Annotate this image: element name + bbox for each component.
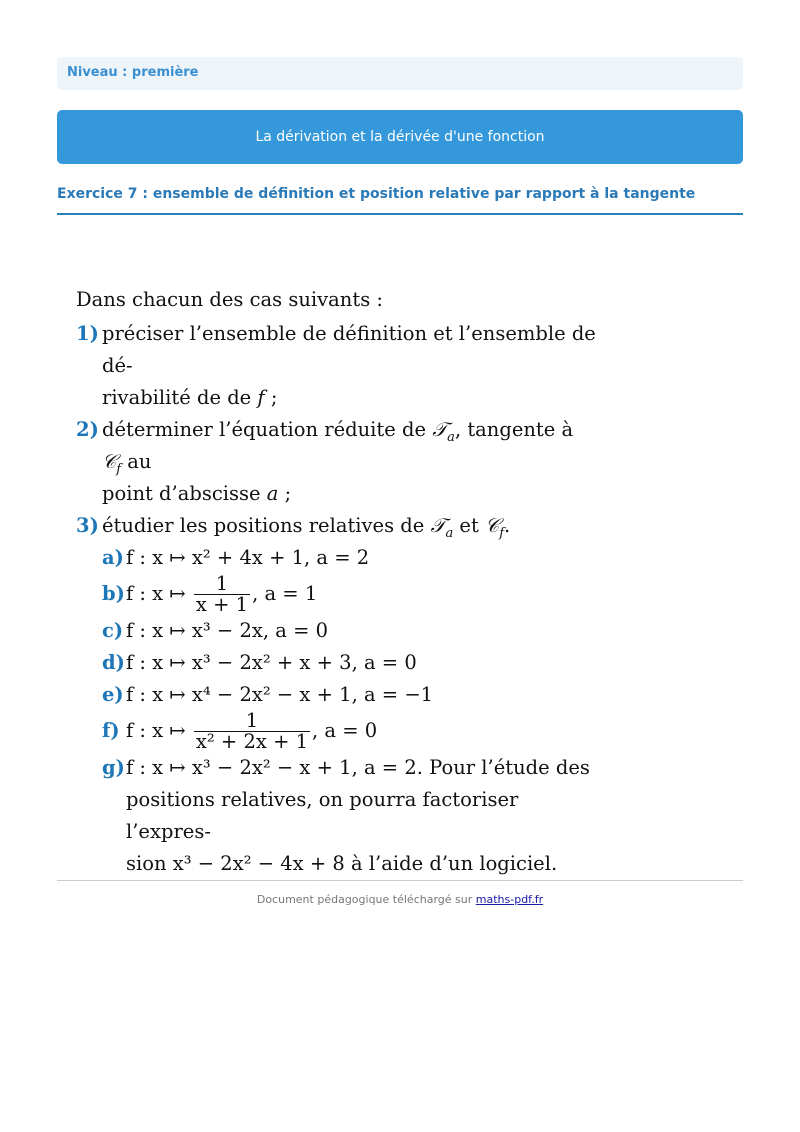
case-expression-prefix: f : x ↦ [126, 719, 186, 742]
question-text: point d’abscisse [102, 482, 261, 505]
question-number: 2) [76, 418, 99, 441]
case-label: e) [102, 683, 124, 706]
case-list [76, 542, 596, 880]
case-item [102, 574, 596, 615]
exercise-body [76, 284, 596, 880]
fraction-numerator: 1 [245, 709, 259, 732]
case-item [102, 647, 596, 679]
level-label: Niveau : première [57, 57, 743, 90]
case-item [102, 679, 596, 711]
question-number: 1) [76, 322, 99, 345]
case-label: g) [102, 756, 125, 779]
case-label: c) [102, 619, 124, 642]
question-text: préciser l’ensemble de définition et l’ensemble de dé- [102, 322, 596, 377]
case-expression: sion x³ − 2x² − 4x + 8 à l’aide d’un logiciel. [126, 852, 558, 875]
case-expression: f : x ↦ x⁴ − 2x² − x + 1, a = −1 [126, 683, 434, 706]
case-expression-suffix: , a = 0 [312, 719, 378, 742]
question-text: rivabilité de de [102, 386, 252, 409]
case-label: a) [102, 546, 124, 569]
fraction [194, 574, 250, 615]
case-item [102, 542, 596, 574]
fraction-denominator: x² + 2x + 1 [195, 730, 309, 753]
question-text: étudier les positions relatives de [102, 514, 425, 537]
case-expression: f : x ↦ x³ − 2x² − x + 1, a = 2. Pour l’étude des [126, 756, 590, 779]
question-text: déterminer l’équation réduite de [102, 418, 427, 441]
exercise-intro: Dans chacun des cas suivants : [76, 288, 383, 311]
fraction-numerator: 1 [215, 572, 229, 595]
fraction-denominator: x + 1 [195, 593, 249, 616]
footer-link[interactable]: maths-pdf.fr [475, 893, 544, 906]
page-title-banner [57, 110, 743, 164]
case-expression: f : x ↦ x² + 4x + 1, a = 2 [126, 546, 370, 569]
fraction [194, 711, 310, 752]
case-label: b) [102, 582, 125, 605]
case-label: d) [102, 651, 125, 674]
footer [57, 893, 743, 906]
footer-divider [57, 880, 743, 881]
case-expression-prefix: f : x ↦ [126, 582, 186, 605]
case-item [102, 711, 596, 752]
case-item [102, 615, 596, 647]
case-expression: f : x ↦ x³ − 2x² + x + 3, a = 0 [126, 651, 417, 674]
exercise-heading: Exercice 7 : ensemble de définition et position relative par rapport à la tangente [57, 186, 743, 215]
case-item [102, 752, 596, 880]
case-expression: f : x ↦ x³ − 2x, a = 0 [126, 619, 329, 642]
question-number: 3) [76, 514, 99, 537]
case-expression: positions relatives, on pourra factoriser l’expres- [126, 788, 519, 843]
question-2: 2) déterminer l’équation réduite de 𝒯$_a$, tangente à 𝒞$_f$ au point d’abscisse a ; [76, 414, 596, 510]
case-expression-suffix: , a = 1 [252, 582, 318, 605]
question-3: 3) étudier les positions relatives de 𝒯$_a$ et 𝒞$_f$. [76, 510, 596, 542]
question-1: 1) préciser l’ensemble de définition et l’ensemble de dé- rivabilité de de f ; [76, 318, 596, 414]
page-title: La dérivation et la dérivée d'une fonction [255, 129, 545, 145]
case-label: f) [102, 719, 120, 742]
footer-text: Document pédagogique téléchargé sur [256, 893, 473, 906]
